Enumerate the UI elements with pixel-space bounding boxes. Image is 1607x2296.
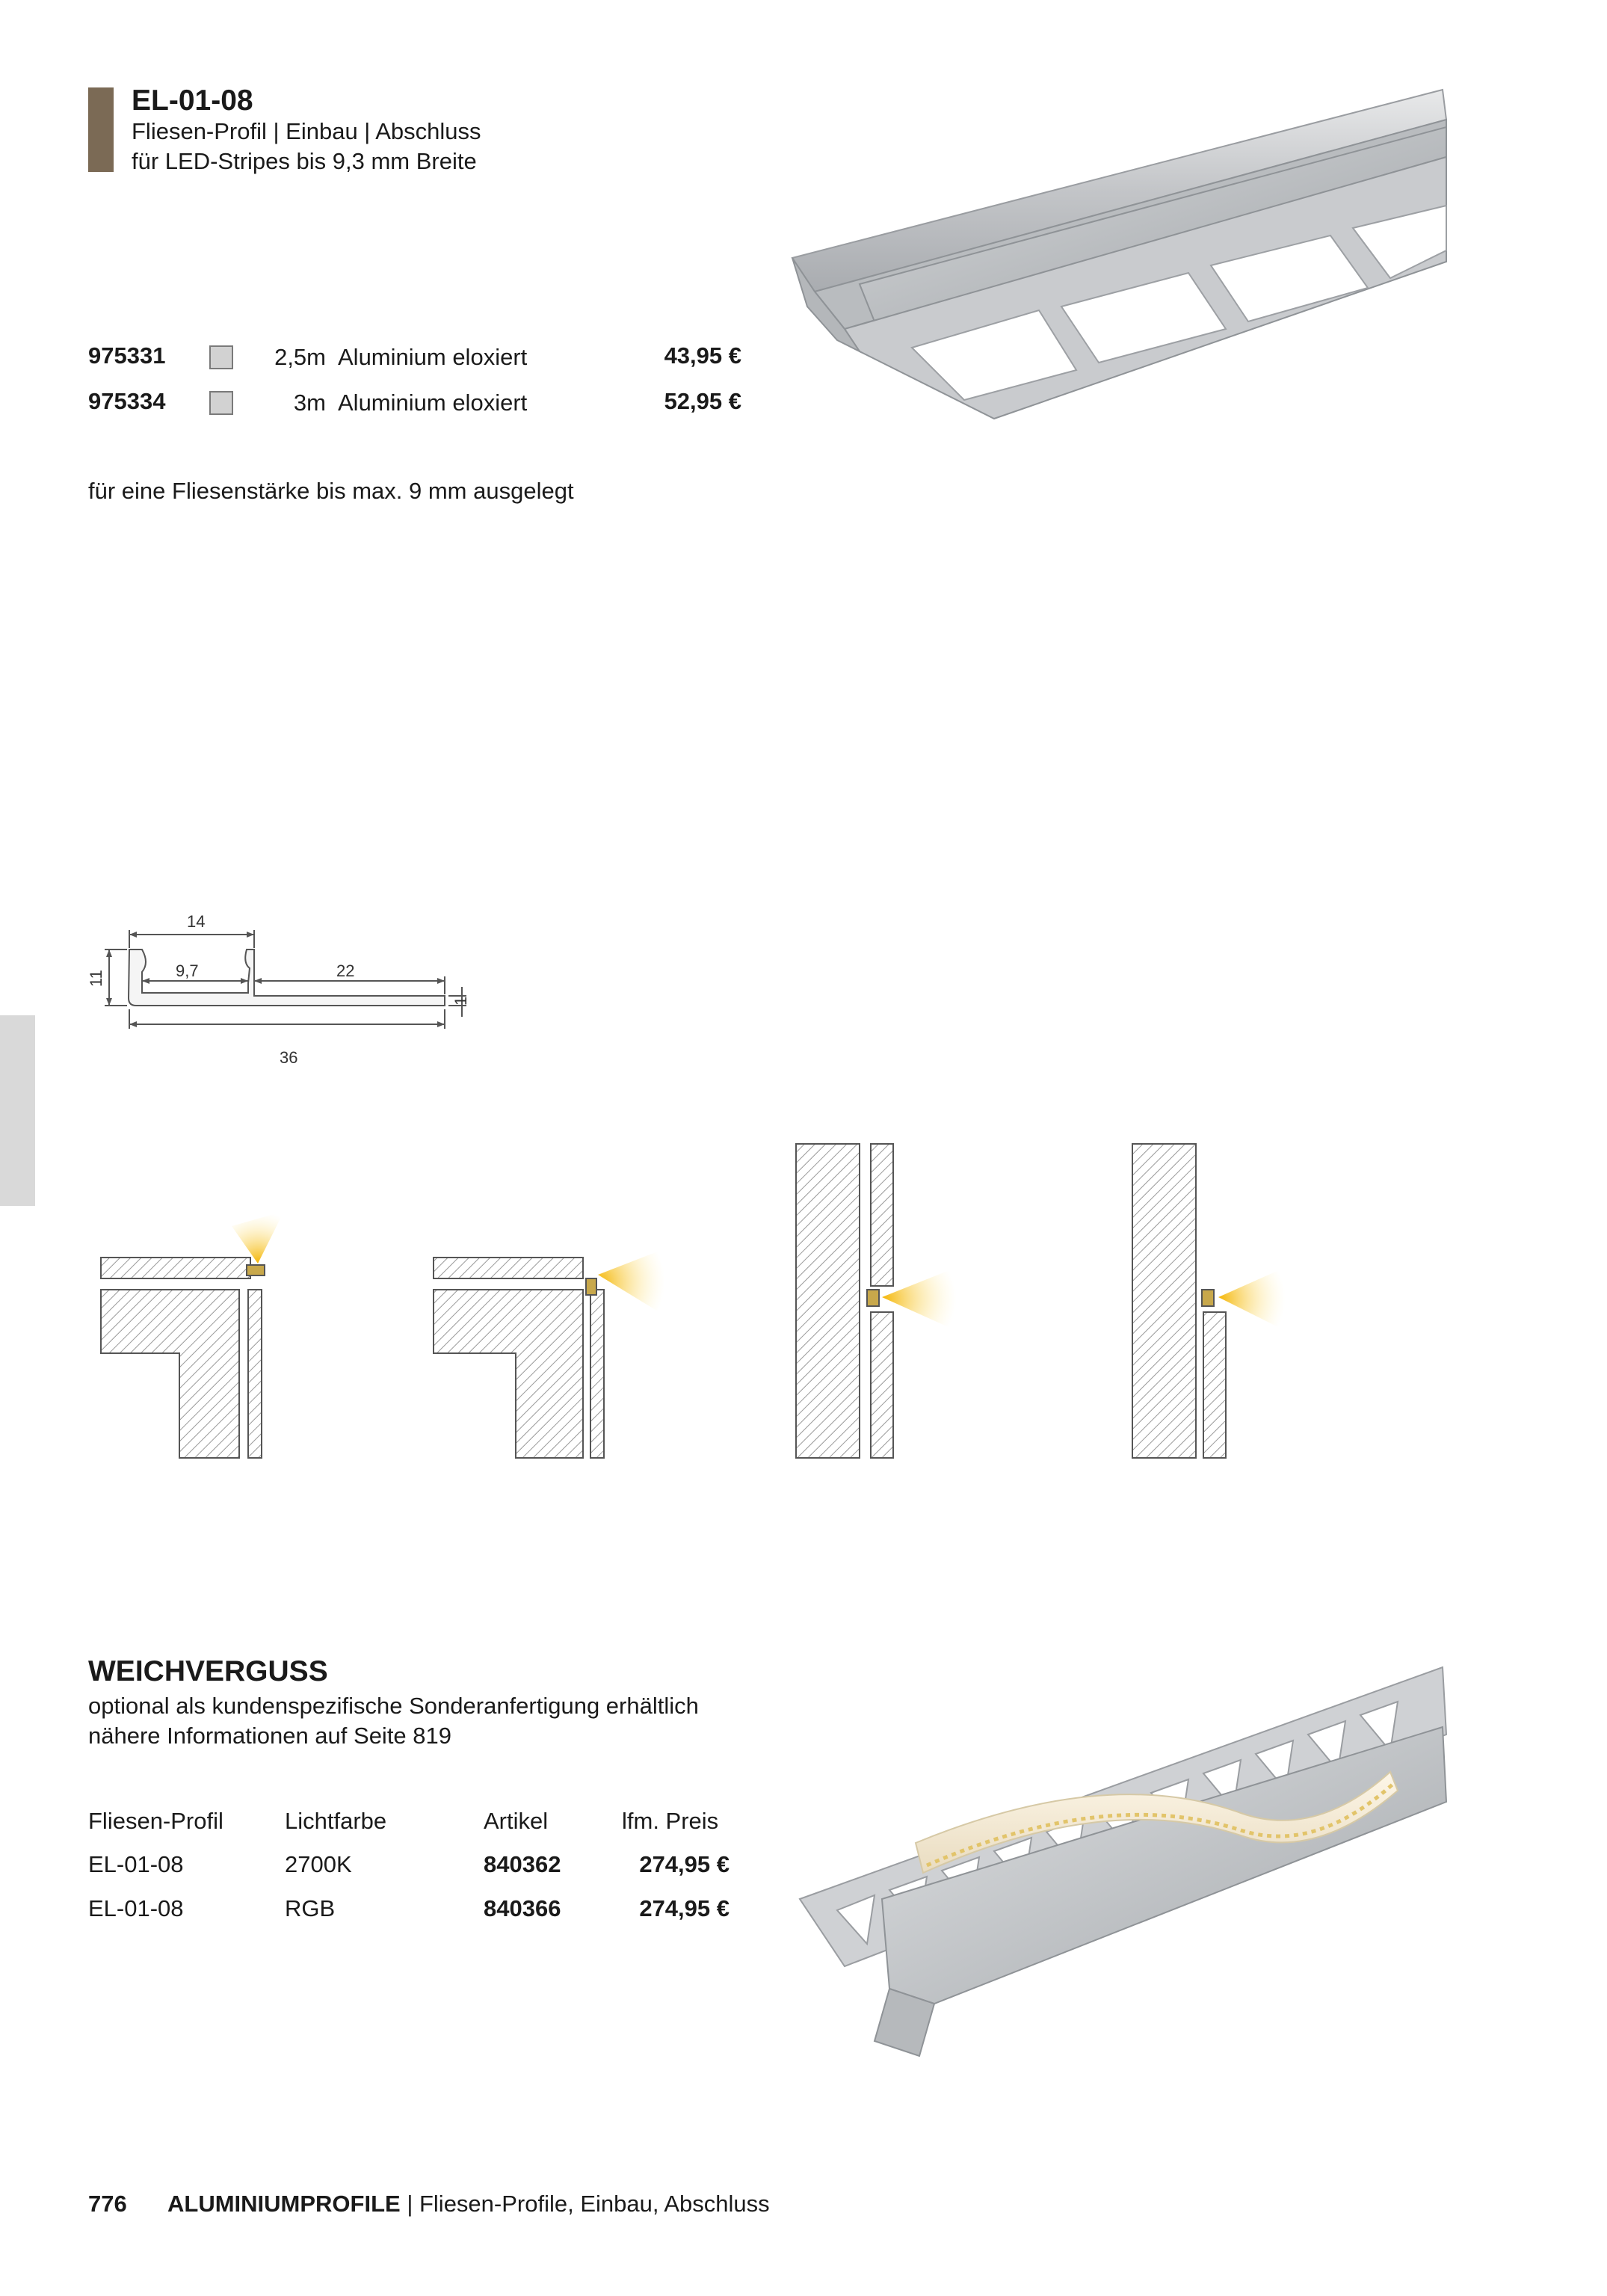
product-price: 52,95 € xyxy=(664,388,741,414)
product-code: EL-01-08 xyxy=(132,84,253,117)
product-description: für LED-Stripes bis 9,3 mm Breite xyxy=(132,148,477,174)
section-reference: nähere Informationen auf Seite 819 xyxy=(88,1723,452,1749)
table-cell-profile: EL-01-08 xyxy=(88,1851,184,1877)
table-header-price: lfm. Preis xyxy=(622,1808,719,1834)
product-material: Aluminium eloxiert xyxy=(338,344,528,370)
chapter-side-tab xyxy=(0,1015,35,1206)
color-swatch xyxy=(209,345,233,369)
product-price: 43,95 € xyxy=(664,342,741,369)
article-number: 975334 xyxy=(88,388,166,414)
installation-diagrams xyxy=(90,1129,1323,1458)
footer-section-subtitle: | Fliesen-Profile, Einbau, Abschluss xyxy=(400,2191,770,2217)
product-length: 2,5m xyxy=(274,344,326,370)
footer-section xyxy=(167,2189,770,2219)
footer-section-title: ALUMINIUMPROFILE xyxy=(167,2191,401,2217)
dimension-height: 11 xyxy=(87,970,105,987)
table-cell-article: 840362 xyxy=(484,1851,561,1877)
table-cell-price: 274,95 € xyxy=(639,1851,730,1877)
tile-thickness-note: für eine Fliesenstärke bis max. 9 mm ausgelegt xyxy=(88,478,574,504)
section-description: optional als kundenspezifische Sonderanfertigung erhältlich xyxy=(88,1693,699,1719)
table-cell-article: 840366 xyxy=(484,1895,561,1921)
product-material: Aluminium eloxiert xyxy=(338,390,528,416)
dimension-flange: 22 xyxy=(336,961,355,980)
table-header-color: Lichtfarbe xyxy=(285,1808,387,1834)
accent-bar xyxy=(88,87,114,172)
profile-photo xyxy=(792,82,1450,434)
article-number: 975331 xyxy=(88,342,166,369)
led-profile-photo xyxy=(792,1652,1450,2071)
table-cell-color: RGB xyxy=(285,1895,336,1921)
table-cell-profile: EL-01-08 xyxy=(88,1895,184,1921)
product-subtitle: Fliesen-Profil | Einbau | Abschluss xyxy=(132,118,481,144)
dimension-thickness: 1 xyxy=(451,996,470,1006)
table-header-article: Artikel xyxy=(484,1808,549,1834)
dimension-total: 36 xyxy=(280,1048,298,1067)
dimension-inner: 9,7 xyxy=(176,961,199,980)
dimension-width-top: 14 xyxy=(187,912,206,931)
section-title: WEICHVERGUSS xyxy=(88,1655,328,1687)
product-length: 3m xyxy=(293,390,326,416)
color-swatch xyxy=(209,391,233,415)
page-number: 776 xyxy=(88,2191,127,2217)
table-cell-price: 274,95 € xyxy=(639,1895,730,1921)
cross-section-drawing xyxy=(82,912,501,1084)
table-header-profile: Fliesen-Profil xyxy=(88,1808,223,1834)
table-cell-color: 2700K xyxy=(285,1851,352,1877)
